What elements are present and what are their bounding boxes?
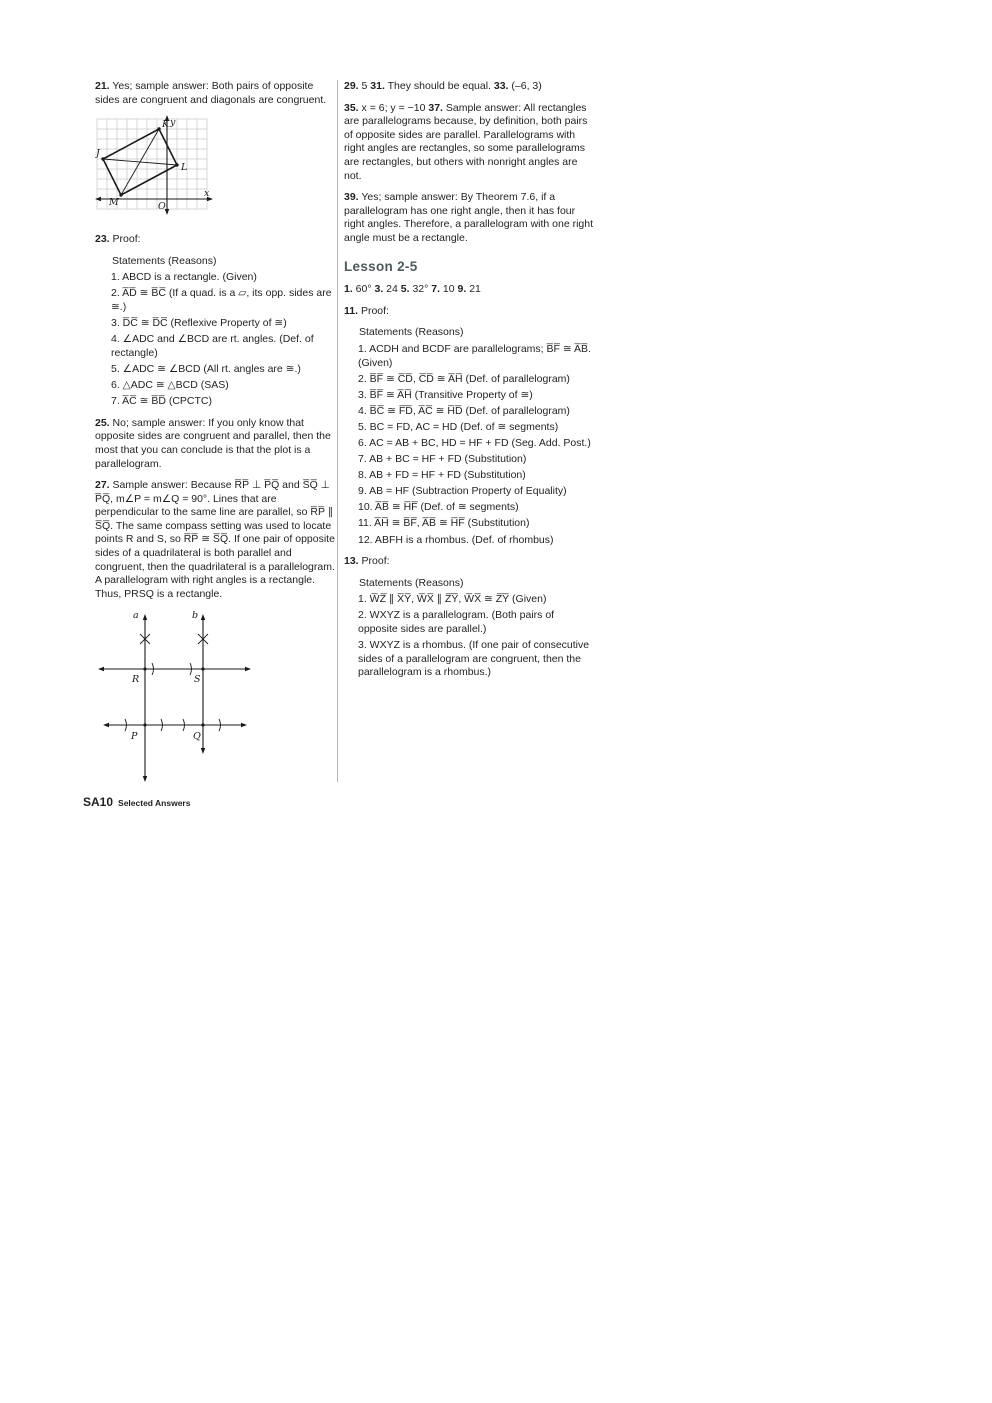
vertex-dot <box>157 127 160 130</box>
answer-39 <box>344 191 594 245</box>
answer-text: Proof: <box>358 555 390 568</box>
proof-step: 3. D̅C̅ ≅ D̅C̅ (Reflexive Property of ≅) <box>111 317 287 330</box>
answer-25 <box>95 417 335 471</box>
answer-line-29-33 <box>344 80 594 94</box>
axis-label-x: x <box>204 188 210 200</box>
proof-step: 3. B̅F̅ ≅ A̅H̅ (Transitive Property of ≅) <box>358 388 533 401</box>
answer-text: Proof: <box>358 304 389 317</box>
proof-step: 4. B̅C̅ ≅ F̅D̅, A̅C̅ ≅ H̅D̅ (Def. of parallelogram) <box>358 404 570 417</box>
figure-construction <box>97 609 335 789</box>
answer-text: No; sample answer: If you only know that opposite sides are congruent and parallel, then the most that you can conclude is that the plot is a parallelogram. <box>95 416 331 470</box>
answer-text: 32° <box>409 283 432 296</box>
answer-number: 39. <box>344 191 359 204</box>
answer-text: Yes; sample answer: By Theorem 7.6, if a parallelogram has one right angle, then it has four right angles. Therefore, a parallelogram with one right angle must be a rectangle. <box>344 191 594 244</box>
compass-arc-marks <box>125 634 221 731</box>
answer-text: Sample answer: Because R̅P̅ ⊥ P̅Q̅ and S̅Q̅ ⊥ P̅Q̅, m∠P = m∠Q = 90°. Lines that are perpendicular to the same line are parallel, so R̅P̅ ∥ S̅Q̅. The same compass setting was used to locate points R and S, so R̅P̅ ≅ S̅Q̅. If one pair of opposite sides of a quadrilateral is both parallel and congruent, then the quadrilateral is a parallelogram. A parallelogram with right angles is a rectangle. Thus, PRSQ is a rectangle. <box>95 479 335 600</box>
proof-step: 1. ACDH and BCDF are parallelograms; B̅F̅ ≅ A̅B̅. (Given) <box>358 342 591 369</box>
answer-text: Yes; sample answer: Both pairs of opposite sides are congruent and diagonals are congruent. <box>95 80 327 106</box>
proof-step: 5. BC = FD, AC = HD (Def. of ≅ segments) <box>358 420 559 433</box>
proof-step: 2. A̅D̅ ≅ B̅C̅ (If a quad. is a ▱, its opp. sides are ≅.) <box>111 287 332 314</box>
vertex-dot <box>175 163 178 166</box>
answer-line-1-9 <box>344 283 594 297</box>
proof-step: 12. ABFH is a rhombus. (Def. of rhombus) <box>358 533 554 546</box>
answer-number: 37. <box>428 101 443 114</box>
page-footer <box>83 793 190 811</box>
answer-11 <box>344 305 594 319</box>
statements-header: Statements (Reasons) <box>112 254 217 267</box>
point-label-p: P <box>131 731 138 743</box>
proof-step: 2. WXYZ is a parallelogram. (Both pairs of opposite sides are parallel.) <box>358 609 555 635</box>
answer-text: 24 <box>383 283 401 296</box>
answer-13 <box>344 555 594 569</box>
answer-text: (–6, 3) <box>508 80 542 92</box>
answer-27 <box>95 479 335 601</box>
construction-figure <box>97 609 252 789</box>
proof-step: 6. △ADC ≅ △BCD (SAS) <box>111 379 229 392</box>
axis-label-y: y <box>170 117 176 129</box>
proof-step: 7. A̅C̅ ≅ B̅D̅ (CPCTC) <box>111 395 212 408</box>
point-label-r: R <box>132 674 140 686</box>
right-column <box>344 80 594 688</box>
construction-lines <box>98 614 251 782</box>
footer-label: Selected Answers <box>118 798 191 808</box>
answer-number: 7. <box>431 283 441 296</box>
proof-step: 1. W̅Z̅ ∥ X̅Y̅, W̅X̅ ∥ Z̅Y̅, W̅X̅ ≅ Z̅Y̅ (Given) <box>358 593 547 606</box>
coordinate-grid-figure <box>95 115 215 221</box>
answer-35-37 <box>344 102 594 184</box>
proof-step: 8. AB + FD = HF + FD (Substitution) <box>358 469 526 482</box>
proof-23 <box>111 255 335 409</box>
answer-number: 21. <box>95 80 110 92</box>
answer-text: Sample answer: All rectangles are parallelograms because, by definition, both pairs of opposite sides are parallel. Parallelograms with right angles are rectangles, so some parallelograms are rectangles, but others with nonright angles are not. <box>344 101 588 182</box>
answer-number: 3. <box>374 283 384 296</box>
answer-number: 5. <box>400 283 410 296</box>
proof-step: 3. WXYZ is a rhombus. (If one pair of consecutive sides of a parallelogram are congruent, then the parallelogram is a rhombus.) <box>358 639 590 679</box>
proof-step: 9. AB = HF (Subtraction Property of Equality) <box>358 485 567 498</box>
origin-label: O <box>158 201 166 213</box>
statements-header: Statements (Reasons) <box>359 576 464 589</box>
point-label-j: J <box>96 148 100 160</box>
line-label-b: b <box>192 610 199 622</box>
answer-number: 27. <box>95 479 110 492</box>
proof-step: 1. ABCD is a rectangle. (Given) <box>111 271 257 284</box>
answer-number: 13. <box>344 555 359 568</box>
answer-text: 10 <box>440 283 458 296</box>
answer-number: 35. <box>344 101 359 114</box>
proof-11 <box>358 326 594 547</box>
vertex-dot <box>119 193 122 196</box>
answer-text: They should be equal. <box>384 80 494 92</box>
proof-step: 10. A̅B̅ ≅ H̅F̅ (Def. of ≅ segments) <box>358 501 519 514</box>
page-number: SA10 <box>83 795 114 809</box>
answer-number: 33. <box>493 80 509 92</box>
statements-header: Statements (Reasons) <box>359 326 464 339</box>
point-label-l: L <box>181 162 188 174</box>
lesson-heading: Lesson 2-5 <box>344 258 418 274</box>
answer-number: 9. <box>457 283 467 296</box>
answer-number: 11. <box>344 304 359 317</box>
answer-text: 21 <box>466 283 481 296</box>
left-column <box>95 80 335 801</box>
proof-13 <box>358 577 594 680</box>
answer-number: 1. <box>344 283 353 296</box>
answer-text: 5 <box>358 80 371 92</box>
line-label-a: a <box>133 610 139 622</box>
proof-step: 2. B̅F̅ ≅ C̅D̅, C̅D̅ ≅ A̅H̅ (Def. of parallelogram) <box>358 372 570 385</box>
answer-number: 25. <box>95 416 110 429</box>
point-label-q: Q <box>193 731 201 743</box>
point-label-s: S <box>194 674 201 686</box>
point-label-k: K <box>162 119 170 131</box>
answer-text: Proof: <box>109 233 141 246</box>
proof-step: 5. ∠ADC ≅ ∠BCD (All rt. angles are ≅.) <box>111 362 301 375</box>
answer-text: x = 6; y = −10 <box>358 101 429 114</box>
answer-number: 31. <box>370 80 385 92</box>
column-divider <box>337 80 338 782</box>
vertex-dot <box>101 157 104 160</box>
figure-jklm-grid <box>95 115 335 221</box>
point-label-m: M <box>109 197 119 209</box>
proof-step: 7. AB + BC = HF + FD (Substitution) <box>358 453 527 466</box>
proof-step: 4. ∠ADC and ∠BCD are rt. angles. (Def. of rectangle) <box>111 333 314 359</box>
answer-number: 23. <box>95 233 110 246</box>
proof-step: 6. AC = AB + BC, HD = HF + FD (Seg. Add. Post.) <box>358 436 591 449</box>
proof-step: 11. A̅H̅ ≅ B̅F̅, A̅B̅ ≅ H̅F̅ (Substitution) <box>358 517 530 530</box>
answer-text: 60° <box>352 283 375 296</box>
answer-number: 29. <box>344 80 359 92</box>
answer-23 <box>95 233 335 247</box>
answer-21 <box>95 80 335 107</box>
